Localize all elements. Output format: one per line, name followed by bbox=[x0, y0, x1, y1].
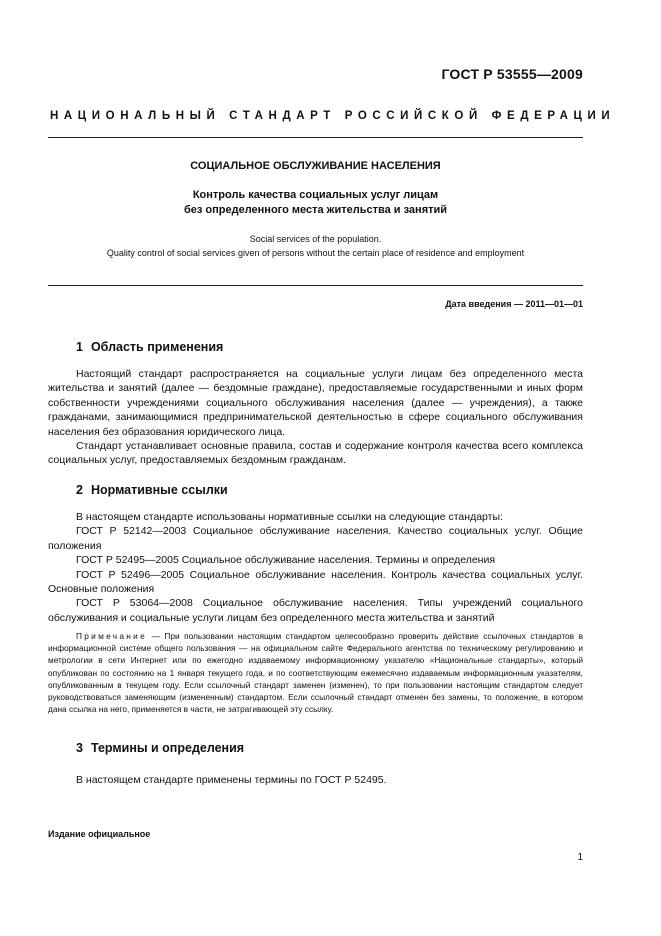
official-edition-label: Издание официальное bbox=[48, 829, 151, 839]
section-1-body bbox=[48, 367, 583, 468]
page-number: 1 bbox=[577, 852, 583, 863]
standard-code: ГОСТ Р 53555—2009 bbox=[441, 66, 583, 82]
introduction-date: Дата введения — 2011—01—01 bbox=[445, 299, 583, 309]
document-title: СОЦИАЛЬНОЕ ОБСЛУЖИВАНИЕ НАСЕЛЕНИЯ bbox=[190, 160, 441, 172]
middle-divider bbox=[48, 285, 583, 286]
national-standard-heading: НАЦИОНАЛЬНЫЙ СТАНДАРТ РОССИЙСКОЙ ФЕДЕРАЦИИ bbox=[50, 110, 616, 122]
paragraph: Настоящий стандарт распространяется на социальные услуги лицам без определенного места жительства и занятий (далее — бездомные граждане), предоставляемые государственными и иных форм собственности учреждениями социального обслуживания населения (далее — учреждения), а также гражданами, занимающимися предпринимательской деятельностью в сфере социального обслуживания населения без образования юридического лица. bbox=[48, 368, 583, 438]
paragraph: В настоящем стандарте применены термины по ГОСТ Р 52495. bbox=[76, 774, 387, 786]
reference-item: ГОСТ Р 52496—2005 Социальное обслуживание населения. Контроль качества социальных услуг. Основные положения bbox=[48, 568, 583, 596]
paragraph: В настоящем стандарте использованы нормативные ссылки на следующие стандарты: bbox=[76, 511, 503, 523]
reference-item: ГОСТ Р 53064—2008 Социальное обслуживание населения. Типы учреждений социального обслуживания и социальные услуги лицам без определенного места жительства и занятий bbox=[48, 597, 583, 624]
section-2-body bbox=[48, 510, 583, 625]
section-1-heading bbox=[76, 340, 223, 354]
subtitle-line-1: Контроль качества социальных услуг лицам bbox=[192, 189, 439, 201]
english-title-line-2: Quality control of social services given of persons without the certain place of residence and employment bbox=[106, 248, 525, 258]
section-3-body bbox=[48, 773, 583, 787]
top-divider bbox=[48, 137, 583, 138]
reference-item: ГОСТ Р 52495—2005 Социальное обслуживание населения. Термины и определения bbox=[76, 554, 496, 567]
section-title: Термины и определения bbox=[90, 741, 245, 755]
note-label: Примечание bbox=[76, 631, 148, 641]
section-2-note bbox=[48, 630, 583, 715]
reference-item: ГОСТ Р 52142—2003 Социальное обслуживание населения. Качество социальных услуг. Общие положения bbox=[48, 525, 583, 552]
section-3-heading bbox=[76, 741, 244, 755]
section-number: 1 bbox=[76, 340, 83, 354]
section-title: Область применения bbox=[90, 340, 224, 354]
english-title bbox=[48, 232, 583, 260]
section-number: 2 bbox=[76, 483, 83, 497]
section-number: 3 bbox=[76, 741, 83, 755]
section-2-heading bbox=[76, 483, 228, 497]
section-title: Нормативные ссылки bbox=[90, 483, 228, 497]
document-subtitle bbox=[48, 188, 583, 218]
note-text: — При пользовании настоящим стандартом целесообразно проверить действие ссылочных стандартов в информационной системе общего пользования — на официальном сайте Федерального агентства по техническому регулированию и метрологии в сети Интернет или по ежегодно издаваемому информационному указателю «Национальные стандарты», который опубликован по состоянию на 1 января текущего года, и по соответствующим ежемесячно издаваемым информационным указателям, опубликованным в текущем году. Если ссылочный стандарт заменен (изменен), то при пользовании настоящим стандартом следует руководствоваться заменяющим (измененным) стандартом. Если ссылочный стандарт отменен без замены, то положение, в котором дана ссылка на него, применяется в части, не затрагивающей эту ссылку. bbox=[48, 631, 583, 715]
paragraph: Стандарт устанавливает основные правила, состав и содержание контроля качества всего комплекса социальных услуг, предоставляемых бездомным гражданам. bbox=[48, 440, 583, 467]
subtitle-line-2: без определенного места жительства и занятий bbox=[183, 204, 448, 216]
english-title-line-1: Social services of the population. bbox=[249, 234, 382, 244]
